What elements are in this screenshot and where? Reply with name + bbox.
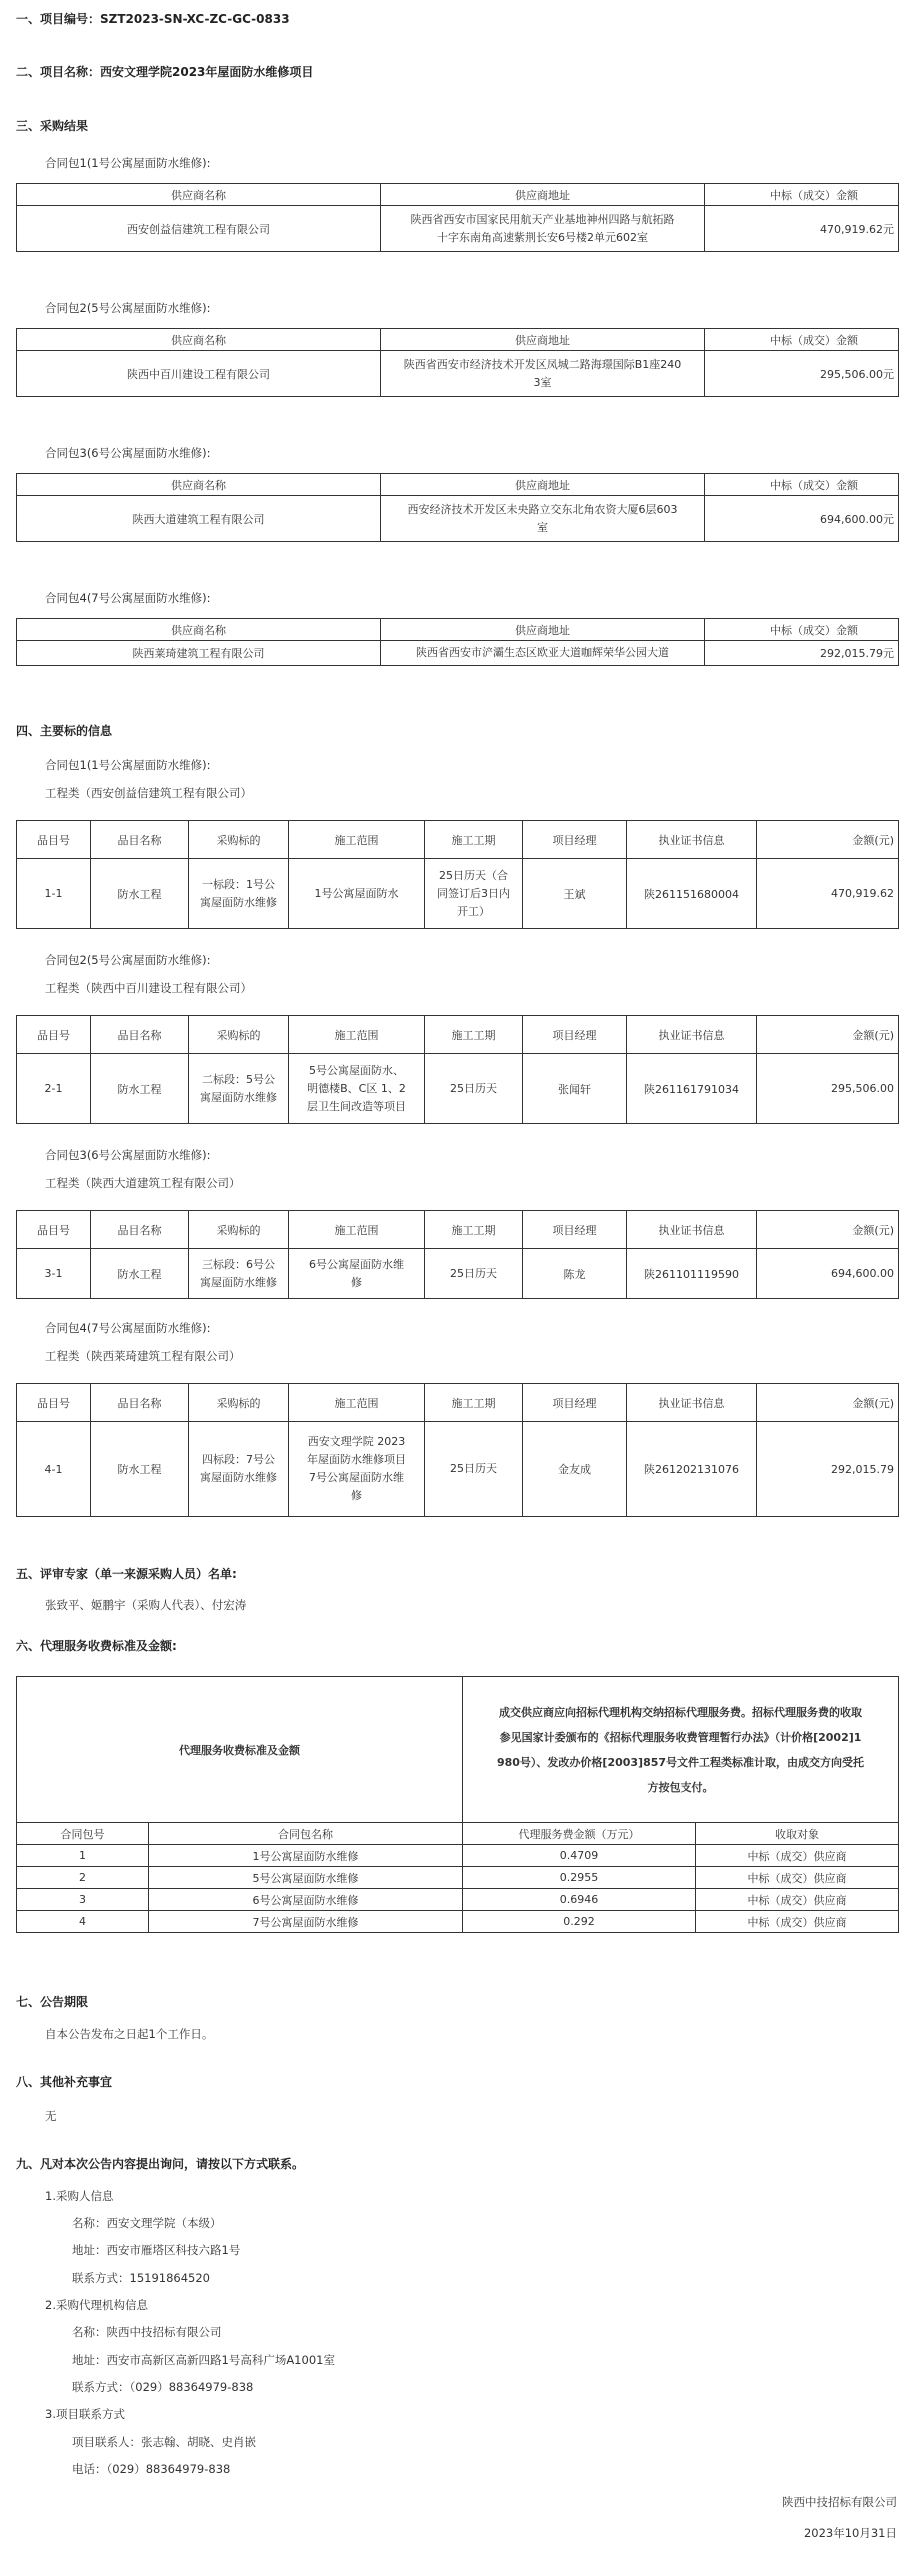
buyer-title: 1.采购人信息 — [45, 2189, 114, 2203]
subject-scope-line: 1号公寓屋面防水 — [314, 886, 399, 900]
subject-period — [425, 1249, 523, 1299]
subject-period-line: 25日历天 — [450, 1462, 497, 1475]
subject-header: 执业证书信息 — [627, 821, 757, 859]
subject-target-line: 二标段：5号公 — [202, 1072, 275, 1086]
subject-header: 执业证书信息 — [627, 1211, 757, 1249]
fee-no: 3 — [17, 1889, 149, 1911]
supplier-table — [16, 618, 899, 666]
header-supplier-name: 供应商名称 — [17, 619, 381, 641]
section-title-fee: 六、代理服务收费标准及金额: — [16, 1639, 177, 1653]
fee-note-line: 成交供应商应向招标代理机构交纳招标代理服务费。招标代理服务费的收取 — [499, 1705, 862, 1719]
header-supplier-amount: 中标（成交）金额 — [705, 474, 899, 496]
section-title-subject: 四、主要标的信息 — [16, 724, 113, 738]
fee-target: 中标（成交）供应商 — [696, 1889, 899, 1911]
period-text: 自本公告发布之日起1个工作日。 — [45, 2027, 214, 2041]
subject-target — [189, 859, 289, 929]
subject-no: 1-1 — [17, 859, 91, 929]
subject-target-line: 寓屋面防水维修 — [200, 1090, 277, 1104]
project-number: 一、项目编号：SZT2023-SN-XC-ZC-GC-0833 — [16, 12, 290, 26]
supplier-address — [381, 206, 705, 252]
section-title-result: 三、采购结果 — [16, 119, 89, 133]
agent-name: 名称：陕西中技招标有限公司 — [72, 2325, 222, 2339]
subject-header: 项目经理 — [523, 1211, 627, 1249]
package-label: 合同包1(1号公寓屋面防水维修): — [45, 156, 211, 170]
subject-item: 防水工程 — [91, 1422, 189, 1517]
section-title-period: 七、公告期限 — [16, 1995, 89, 2009]
subject-header: 金额(元) — [757, 821, 899, 859]
subject-header: 金额(元) — [757, 1384, 899, 1422]
subject-scope — [289, 1054, 425, 1124]
supplier-address-line: 陕西省西安市国家民用航天产业基地神州四路与航拓路 — [410, 212, 675, 226]
header-supplier-name: 供应商名称 — [17, 329, 381, 351]
other-text: 无 — [45, 2109, 57, 2123]
subject-no: 4-1 — [17, 1422, 91, 1517]
fee-row — [17, 1845, 899, 1867]
subject-header: 品目号 — [17, 1384, 91, 1422]
fee-note — [463, 1677, 899, 1823]
subject-header: 施工范围 — [289, 1384, 425, 1422]
fee-name: 7号公寓屋面防水维修 — [149, 1911, 463, 1933]
subject-header: 执业证书信息 — [627, 1016, 757, 1054]
agent-address: 地址：西安市高新区高新四路1号高科广场A1001室 — [72, 2353, 335, 2367]
subject-type-label: 工程类（西安创益信建筑工程有限公司） — [45, 786, 252, 800]
supplier-amount: 694,600.00元 — [705, 496, 899, 542]
subject-no: 3-1 — [17, 1249, 91, 1299]
fee-no: 2 — [17, 1867, 149, 1889]
header-supplier-address: 供应商地址 — [381, 329, 705, 351]
fee-name: 1号公寓屋面防水维修 — [149, 1845, 463, 1867]
subject-scope-line: 修 — [351, 1489, 362, 1502]
supplier-address-line: 3室 — [533, 375, 552, 389]
subject-header: 品目名称 — [91, 1211, 189, 1249]
subject-header: 品目号 — [17, 1211, 91, 1249]
supplier-amount: 295,506.00元 — [705, 351, 899, 397]
supplier-amount: 470,919.62元 — [705, 206, 899, 252]
buyer-address: 地址：西安市雁塔区科技六路1号 — [72, 2243, 241, 2257]
subject-scope-line: 6号公寓屋面防水维 — [309, 1257, 404, 1271]
fee-note-line: 方按包支付。 — [647, 1780, 714, 1794]
subject-header: 品目号 — [17, 821, 91, 859]
agent-phone: 联系方式：（029）88364979-838 — [72, 2380, 254, 2394]
subject-no: 2-1 — [17, 1054, 91, 1124]
subject-header: 施工工期 — [425, 821, 523, 859]
subject-manager: 陈龙 — [523, 1249, 627, 1299]
subject-period-line: 开工） — [457, 904, 490, 918]
subject-target-line: 一标段：1号公 — [202, 877, 275, 891]
fee-header-amount: 代理服务费金额（万元） — [463, 1823, 696, 1845]
subject-amount: 694,600.00 — [757, 1249, 899, 1299]
section-title-experts: 五、评审专家（单一来源采购人员）名单: — [16, 1567, 237, 1581]
subject-scope-line: 修 — [351, 1275, 362, 1289]
subject-package-label: 合同包3(6号公寓屋面防水维修): — [45, 1148, 211, 1162]
subject-scope-line: 西安文理学院 2023 — [307, 1435, 406, 1448]
subject-target-line: 寓屋面防水维修 — [200, 895, 277, 909]
subject-scope-line: 7号公寓屋面防水维 — [309, 1471, 404, 1484]
subject-target — [189, 1054, 289, 1124]
section-title-other: 八、其他补充事宜 — [16, 2075, 113, 2089]
supplier-name: 陕西莱琦建筑工程有限公司 — [17, 641, 381, 666]
package-label: 合同包2(5号公寓屋面防水维修): — [45, 301, 211, 315]
fee-table — [16, 1676, 899, 1933]
subject-target-line: 四标段：7号公 — [202, 1453, 275, 1466]
subject-amount: 292,015.79 — [757, 1422, 899, 1517]
subject-header: 施工范围 — [289, 1211, 425, 1249]
subject-item: 防水工程 — [91, 1249, 189, 1299]
subject-target — [189, 1249, 289, 1299]
subject-item: 防水工程 — [91, 859, 189, 929]
subject-cert: 陕261151680004 — [627, 859, 757, 929]
fee-note-line: 参见国家计委颁布的《招标代理服务收费管理暂行办法》（计价格[2002]1 — [499, 1730, 862, 1744]
subject-header: 施工工期 — [425, 1016, 523, 1054]
fee-target: 中标（成交）供应商 — [696, 1911, 899, 1933]
subject-period — [425, 1054, 523, 1124]
header-supplier-address: 供应商地址 — [381, 184, 705, 206]
subject-header: 项目经理 — [523, 1384, 627, 1422]
header-supplier-amount: 中标（成交）金额 — [705, 329, 899, 351]
fee-target: 中标（成交）供应商 — [696, 1845, 899, 1867]
subject-scope-line: 明德楼B、C区 1、2 — [307, 1081, 406, 1095]
supplier-address-line: 陕西省西安市浐灞生态区欧亚大道咖辉荣华公园大道 — [416, 646, 669, 659]
subject-table — [16, 1015, 899, 1124]
header-supplier-name: 供应商名称 — [17, 184, 381, 206]
fee-row — [17, 1911, 899, 1933]
buyer-phone: 联系方式：15191864520 — [72, 2271, 210, 2285]
date: 2023年10月31日 — [803, 2526, 897, 2540]
subject-header: 采购标的 — [189, 1211, 289, 1249]
subject-scope-line: 层卫生间改造等项目 — [307, 1099, 406, 1113]
subject-manager: 金友成 — [523, 1422, 627, 1517]
fee-header-no: 合同包号 — [17, 1823, 149, 1845]
subject-table — [16, 1383, 899, 1517]
subject-manager: 王斌 — [523, 859, 627, 929]
subject-type-label: 工程类（陕西大道建筑工程有限公司） — [45, 1176, 241, 1190]
subject-period-line: 25日历天 — [450, 1266, 497, 1280]
subject-header: 品目名称 — [91, 821, 189, 859]
supplier-address — [381, 351, 705, 397]
supplier-address-line: 陕西省西安市经济技术开发区凤城二路海璟国际B1座240 — [403, 357, 682, 371]
supplier-name: 西安创益信建筑工程有限公司 — [17, 206, 381, 252]
subject-table — [16, 1210, 899, 1299]
fee-left-header: 代理服务收费标准及金额 — [17, 1677, 463, 1823]
fee-amount: 0.292 — [463, 1911, 696, 1933]
project-contact-title: 3.项目联系方式 — [45, 2407, 125, 2421]
supplier-address — [381, 496, 705, 542]
subject-type-label: 工程类（陕西莱琦建筑工程有限公司） — [45, 1349, 241, 1363]
subject-header: 采购标的 — [189, 1384, 289, 1422]
subject-header: 品目号 — [17, 1016, 91, 1054]
subject-item: 防水工程 — [91, 1054, 189, 1124]
subject-header: 项目经理 — [523, 1016, 627, 1054]
subject-header: 项目经理 — [523, 821, 627, 859]
subject-table — [16, 820, 899, 929]
fee-row — [17, 1889, 899, 1911]
fee-amount: 0.2955 — [463, 1867, 696, 1889]
supplier-table — [16, 473, 899, 542]
subject-header: 金额(元) — [757, 1211, 899, 1249]
header-supplier-address: 供应商地址 — [381, 474, 705, 496]
supplier-name: 陕西中百川建设工程有限公司 — [17, 351, 381, 397]
signature: 陕西中技招标有限公司 — [782, 2495, 897, 2509]
subject-amount: 470,919.62 — [757, 859, 899, 929]
subject-header: 施工工期 — [425, 1211, 523, 1249]
subject-scope — [289, 1249, 425, 1299]
subject-target-line: 寓屋面防水维修 — [200, 1471, 277, 1484]
fee-amount: 0.4709 — [463, 1845, 696, 1867]
supplier-address-line: 十字东南角高速紫荆长安6号楼2单元602室 — [437, 230, 648, 244]
fee-row — [17, 1867, 899, 1889]
header-supplier-amount: 中标（成交）金额 — [705, 184, 899, 206]
subject-header: 施工范围 — [289, 1016, 425, 1054]
subject-scope — [289, 859, 425, 929]
supplier-table — [16, 328, 899, 397]
supplier-name: 陕西大道建筑工程有限公司 — [17, 496, 381, 542]
project-contact-phone: 电话：（029）88364979-838 — [72, 2462, 231, 2476]
fee-no: 1 — [17, 1845, 149, 1867]
buyer-name: 名称：西安文理学院（本级） — [72, 2216, 222, 2230]
subject-cert: 陕261161791034 — [627, 1054, 757, 1124]
subject-scope-line: 年屋面防水维修项目 — [307, 1453, 406, 1466]
expert-list: 张致平、姬鹏宇（采购人代表）、付宏涛 — [45, 1598, 247, 1612]
subject-period-line: 25日历天（合 — [439, 868, 508, 882]
subject-package-label: 合同包1(1号公寓屋面防水维修): — [45, 758, 211, 772]
subject-target — [189, 1422, 289, 1517]
subject-package-label: 合同包4(7号公寓屋面防水维修): — [45, 1321, 211, 1335]
supplier-amount: 292,015.79元 — [705, 641, 899, 666]
header-supplier-amount: 中标（成交）金额 — [705, 619, 899, 641]
subject-cert: 陕261101119590 — [627, 1249, 757, 1299]
fee-note-line: 980号）、发改办价格[2003]857号文件工程类标准计取，由成交方向受托 — [496, 1755, 865, 1769]
supplier-table — [16, 183, 899, 252]
subject-type-label: 工程类（陕西中百川建设工程有限公司） — [45, 981, 252, 995]
subject-header: 金额(元) — [757, 1016, 899, 1054]
subject-period-line: 25日历天 — [450, 1081, 497, 1095]
header-supplier-address: 供应商地址 — [381, 619, 705, 641]
package-label: 合同包4(7号公寓屋面防水维修): — [45, 591, 211, 605]
fee-name: 6号公寓屋面防水维修 — [149, 1889, 463, 1911]
header-supplier-name: 供应商名称 — [17, 474, 381, 496]
subject-header: 施工工期 — [425, 1384, 523, 1422]
supplier-address-line: 室 — [537, 520, 548, 534]
package-label: 合同包3(6号公寓屋面防水维修): — [45, 446, 211, 460]
subject-cert: 陕261202131076 — [627, 1422, 757, 1517]
section-title-contact: 九、凡对本次公告内容提出询问，请按以下方式联系。 — [16, 2157, 305, 2171]
subject-header: 施工范围 — [289, 821, 425, 859]
supplier-address — [381, 641, 705, 666]
subject-period — [425, 1422, 523, 1517]
subject-scope — [289, 1422, 425, 1517]
subject-scope-line: 5号公寓屋面防水、 — [309, 1063, 404, 1077]
subject-header: 品目名称 — [91, 1016, 189, 1054]
subject-header: 品目名称 — [91, 1384, 189, 1422]
subject-header: 执业证书信息 — [627, 1384, 757, 1422]
project-name: 二、项目名称：西安文理学院2023年屋面防水维修项目 — [16, 65, 314, 79]
agent-title: 2.采购代理机构信息 — [45, 2298, 148, 2312]
subject-package-label: 合同包2(5号公寓屋面防水维修): — [45, 953, 211, 967]
subject-period — [425, 859, 523, 929]
subject-header: 采购标的 — [189, 1016, 289, 1054]
subject-period-line: 同签订后3日内 — [437, 886, 510, 900]
subject-target-line: 三标段：6号公 — [202, 1257, 275, 1271]
fee-amount: 0.6946 — [463, 1889, 696, 1911]
subject-header: 采购标的 — [189, 821, 289, 859]
subject-target-line: 寓屋面防水维修 — [200, 1275, 277, 1289]
project-contact-person: 项目联系人：张志翰、胡晓、史肖嵌 — [72, 2435, 256, 2449]
fee-header-target: 收取对象 — [696, 1823, 899, 1845]
fee-no: 4 — [17, 1911, 149, 1933]
fee-target: 中标（成交）供应商 — [696, 1867, 899, 1889]
fee-name: 5号公寓屋面防水维修 — [149, 1867, 463, 1889]
subject-manager: 张闻轩 — [523, 1054, 627, 1124]
subject-amount: 295,506.00 — [757, 1054, 899, 1124]
supplier-address-line: 西安经济技术开发区未央路立交东北角农资大厦6层603 — [407, 502, 678, 516]
fee-header-name: 合同包名称 — [149, 1823, 463, 1845]
